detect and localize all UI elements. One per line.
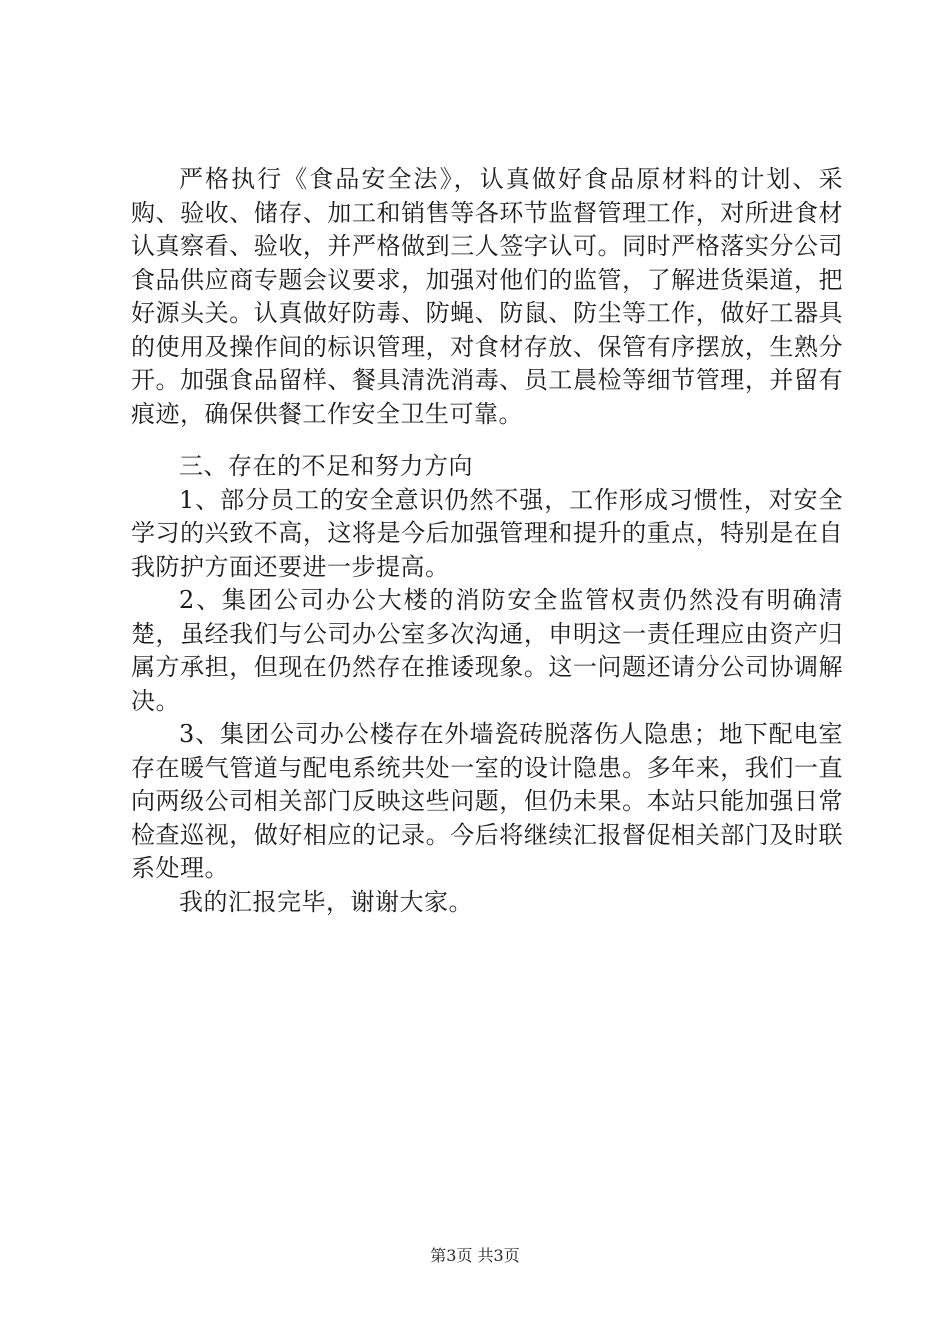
closing-remark: 我的汇报完毕，谢谢大家。 bbox=[179, 887, 473, 916]
section-heading: 三、存在的不足和努力方向 bbox=[179, 452, 473, 480]
list-item: 3、集团公司办公楼存在外墙瓷砖脱落伤人隐患；地下配电室存在暖气管道与配电系统共处一室的设计隐患。多年来，我们一直向两级公司相关部门反映这些问题，但仍未果。本站只能加强日常检查巡视，做好相应的记录。今后将继续汇报督促相关部门及时联系处理。 bbox=[131, 720, 843, 882]
page-footer: 第3页 共3页 bbox=[430, 1246, 520, 1265]
food-safety-section bbox=[131, 163, 843, 431]
shortcomings-section bbox=[131, 450, 843, 919]
list-item: 2、集团公司办公大楼的消防安全监管权责仍然没有明确清楚，虽经我们与公司办公室多次沟通，申明这一责任理应由资产归属方承担，但现在仍然存在推诿现象。这一问题还请分公司协调解决。 bbox=[131, 586, 843, 715]
list-item: 1、部分员工的安全意识仍然不强，工作形成习惯性，对安全学习的兴致不高，这将是今后加强管理和提升的重点，特别是在自我防护方面还要进一步提高。 bbox=[131, 485, 843, 581]
food-safety-paragraph: 严格执行《食品安全法》，认真做好食品原材料的计划、采购、验收、储存、加工和销售等各环节监督管理工作，对所进食材认真察看、验收，并严格做到三人签字认可。同时严格落实分公司食品供应商专题会议要求，加强对他们的监管，了解进货渠道，把好源头关。认真做好防毒、防蝇、防鼠、防尘等工作，做好工器具的使用及操作间的标识管理，对食材存放、保管有序摆放，生熟分开。加强食品留样、餐具清洗消毒、员工晨检等细节管理，并留有痕迹，确保供餐工作安全卫生可靠。 bbox=[131, 165, 843, 428]
